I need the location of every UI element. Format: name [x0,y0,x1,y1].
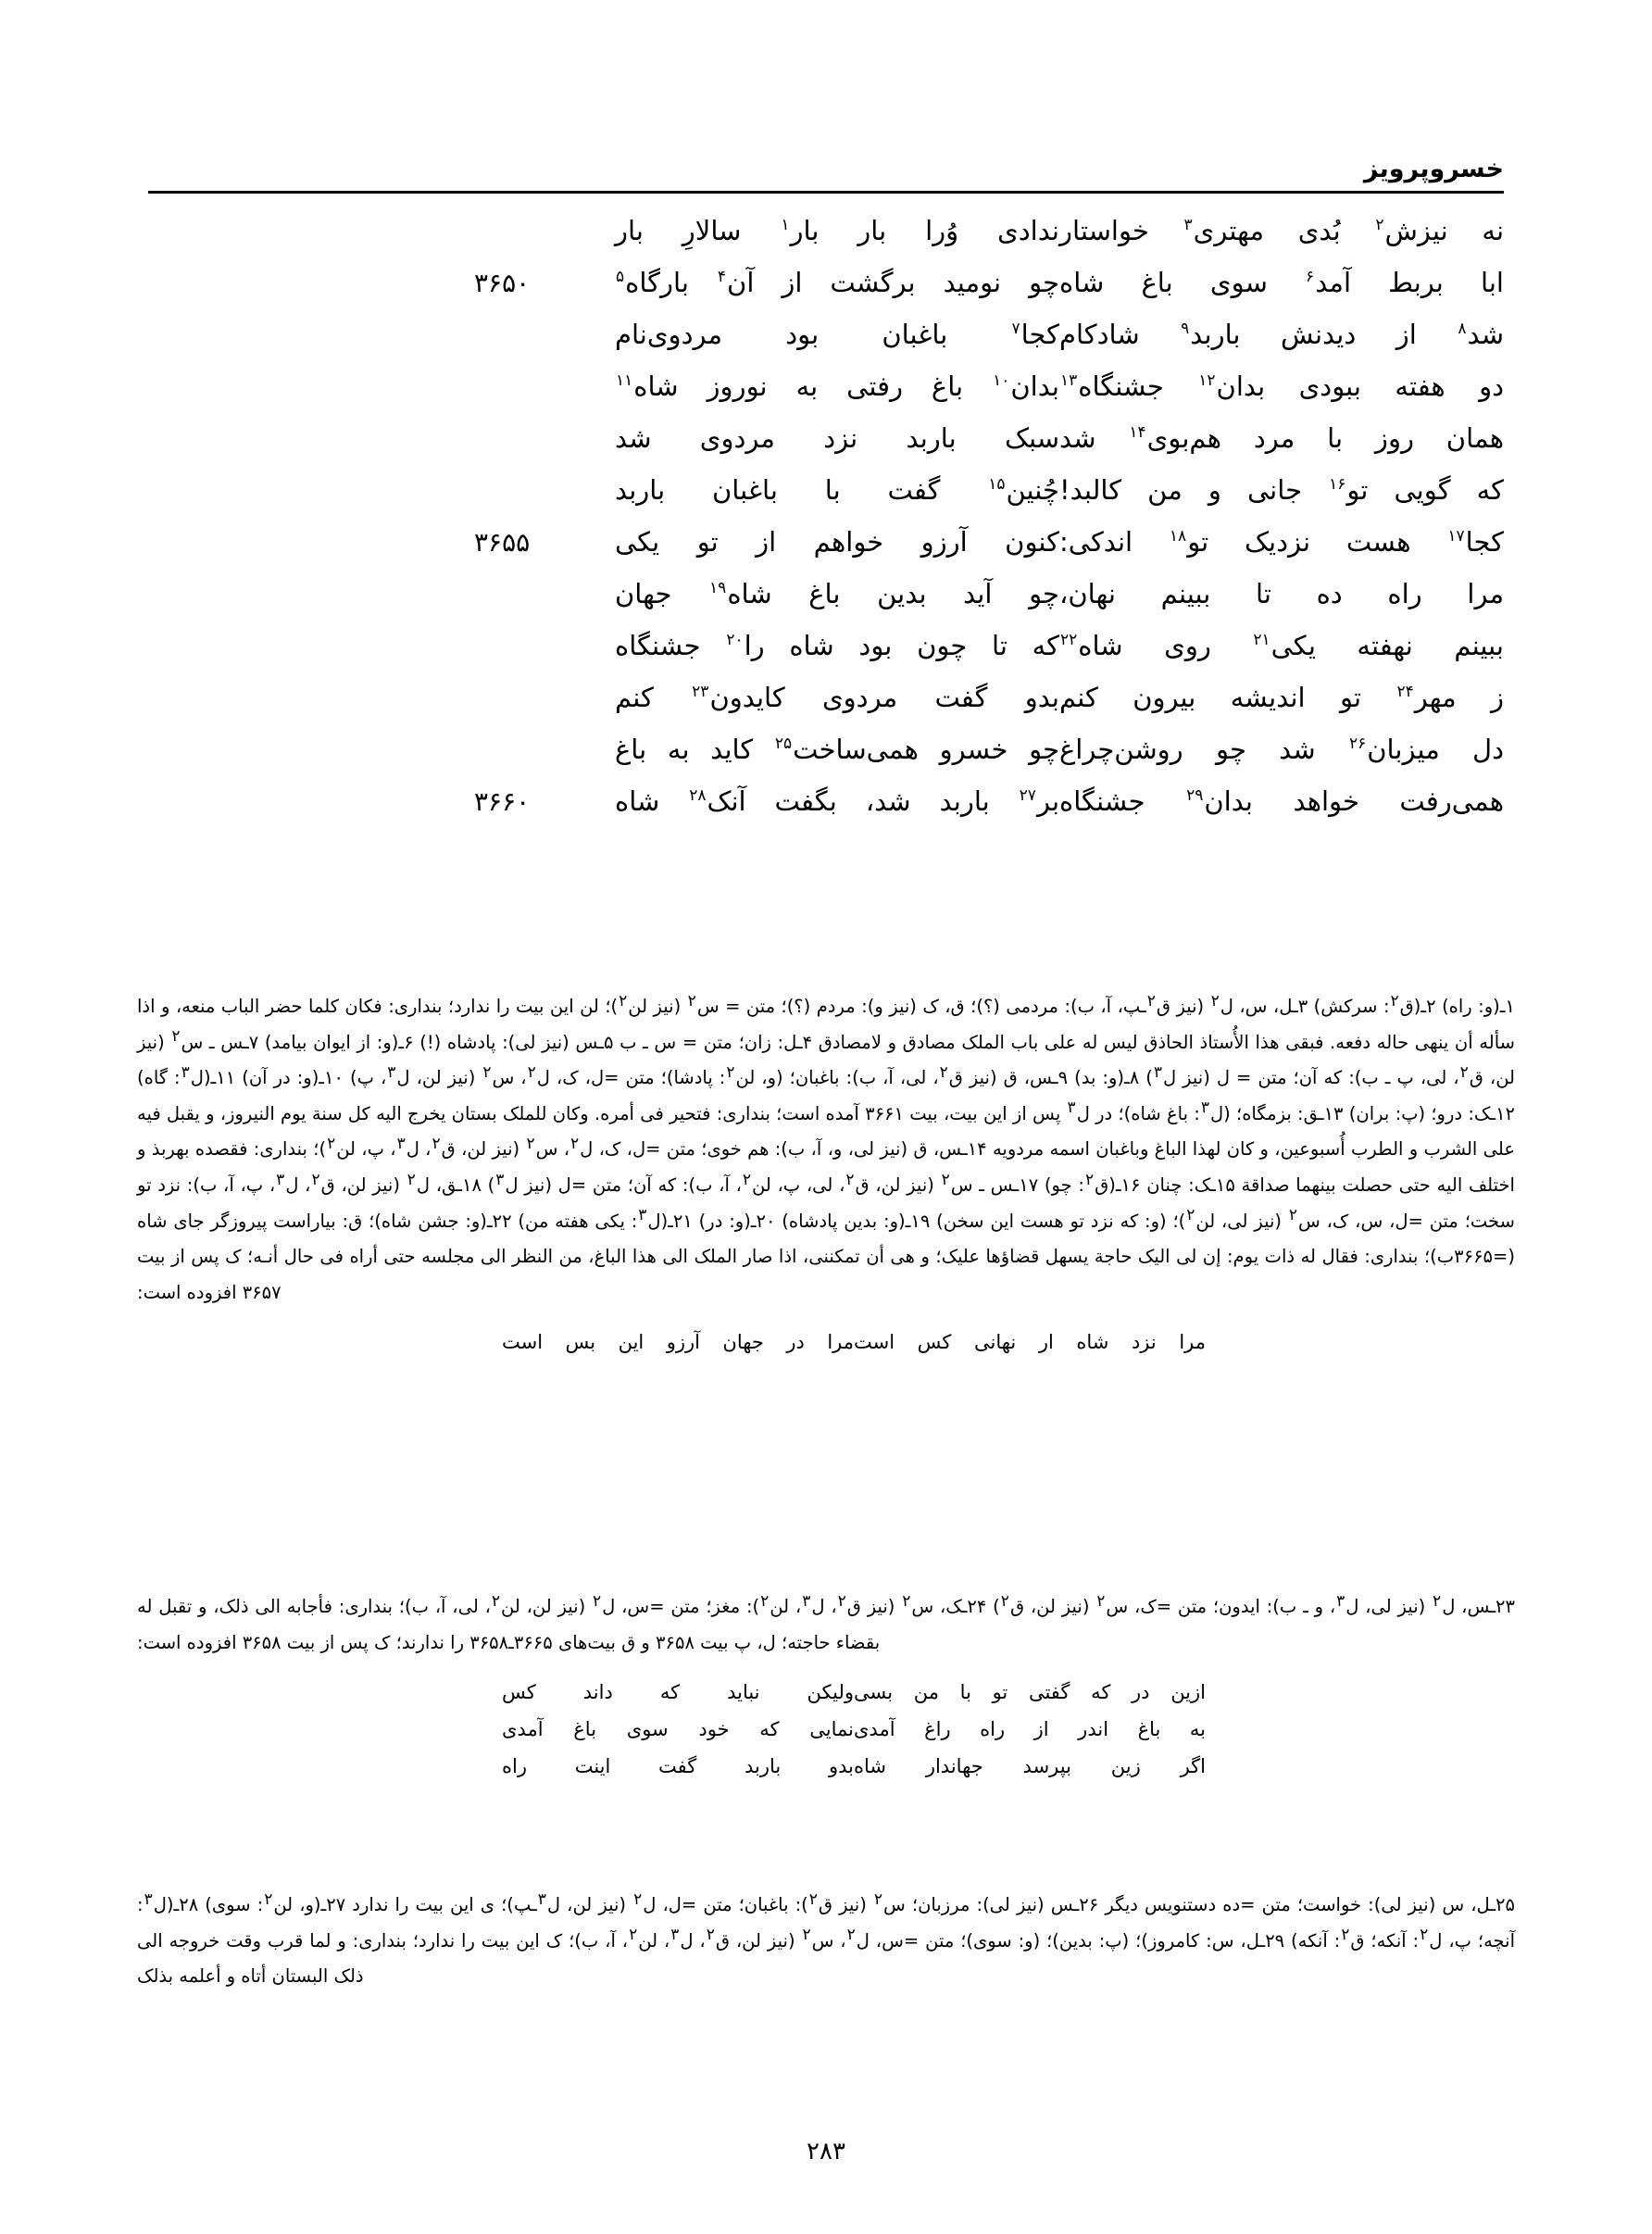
hemistich-right: چُنین$^{۱۵}$ گفت با باغبان باربد [615,474,1059,506]
inserted-verse-row [137,1674,1515,1711]
inserted-hemistich-left: مرا نزد شاه ار نهانی کس است [854,1331,1206,1354]
verse-row [148,422,1504,474]
verse-row [148,319,1504,370]
header-rule [148,191,1504,194]
inserted-hemistich-right: نمایی که خود سوی باغ آمدی [502,1718,854,1741]
inserted-verse-row [137,1748,1515,1785]
inserted-hemistich-right: ولیکن نباید که داند کس [502,1681,854,1704]
hemistich-left: مرا راه ده تا ببینم نهان، [1059,578,1504,609]
verse-number: ۳۶۶۰ [474,786,531,817]
apparatus-block-3 [137,1888,1515,1995]
verse-row [148,785,1504,837]
hemistich-right: کجا$^۷$ باغبان بود مردوی‌نام [615,319,1059,350]
inserted-couplet-2 [137,1674,1515,1785]
apparatus-paragraph: ۲۵ـل، س (نیز لی): خواست؛ متن =ده دستنویس دیگر ۲۶ـس (نیز لی): مرزبان؛ س$^۲$ (نیز ق$^۲$): باغبان؛ متن =ل، ل$^۲$ (نیز لن، ل$^۳$ـپ)؛ ی این بیت را ندارد ۲۷ـ(و، لن$^۲$: سوی) ۲۸ـ(ل$^۳$: آنچه؛ پ، ل$^۲$: آنکه؛ ق$^۲$: آنکه) ۲۹ـل، س: کامروز)؛ (پ: بدین)؛ (و: سوی)؛ متن =س، ل$^۲$، س$^۲$ (نیز لن، ق$^۲$، ل$^۳$، لن$^۲$، آ، ب)؛ ک این بیت را ندارد؛ بنداری: و لما قرب وقت خروجه الی ذلک البستان أتاه و أعلمه بذلک [137,1889,1515,1988]
hemistich-right: بر$^{۲۷}$ باربد شد، بگفت آنک$^{۲۸}$ شاه [615,785,1060,817]
apparatus-block-1 [137,989,1515,1366]
hemistich-left: دل میزبان$^{۲۶}$ شد چو روشن‌چراغ [1059,734,1504,765]
hemistich-right: چو خسرو همی‌ساخت$^{۲۵}$ کاید به باغ [615,734,1059,765]
inserted-hemistich-left: به باغ اندر از راه راغ آمدی [854,1718,1206,1741]
inserted-hemistich-left: اگر زین بپرسد جهاندار شاه [854,1755,1206,1778]
verse-row [148,267,1504,319]
hemistich-left: شد$^۸$ از دیدنش باربد$^۹$ شادکام [1059,319,1504,350]
hemistich-left: همی‌رفت خواهد بدان$^{۲۹}$ جشنگاه [1059,785,1505,817]
verse-row [148,474,1504,526]
hemistich-right: ندادی وُرا بار بار$^۱$ سالارِ بار [615,215,1059,246]
hemistich-right: بدو گفت مردوی کایدون$^{۲۳}$ کنم [615,682,1060,713]
apparatus-paragraph: ۱ـ(و: راه) ۲ـ(ق$^۲$: سرکش) ۳ـل، س، ل$^۲$ (نیز ق$^۲$ـپ، آ، ب): مردمی (؟)؛ ق، ک (نیز و): مردم (؟)؛ متن = س$^۲$ (نیز لن$^۲$)؛ لن این بیت را ندارد؛ بنداری: فکان کلما حضر الباب منعه، و اذا سأله أن ینهی حاله دفعه. فبقی هذا الأُستاذ الحاذق لیس له علی باب الملک مصادق و لامصادق ۴ـل: زان؛ متن = س ـ ب ۵ـس (نیز لی): پادشاه (!) ۶ـ(و: از ایوان بیامد) ۷ـس ـ س$^۲$ (نیز لن، ق$^۲$، لی، پ ـ ب): که آن؛ متن = ل (نیز ل$^۳$) ۸ـ(و: بد) ۹ـس، ق (نیز ق$^۲$، لی، آ، ب): باغبان؛ (و، لن$^۲$: پادشا)؛ متن =ل، ک، ل$^۲$، س$^۲$ (نیز لن، ل$^۳$، پ) ۱۰ـ(و: در آن) ۱۱ـ(ل$^۳$: گاه) ۱۲ـک: درو؛ (پ: بران) ۱۳ـق: بزمگاه؛ (ل$^۳$: باغ شاه)؛ در ل$^۳$ پس از این بیت، بیت ۳۶۶۱ آمده است؛ بنداری: فتحیر فی أمره. وکان للملک بستان یخرج الیه کل سنة یوم النیروز، و یقبل فیه علی الشرب و الطرب أُسبوعین، و کان لهذا الباغ وباغبان اسمه مردویه ۱۴ـس، ق (نیز لی، و، آ، ب): هم خوی؛ متن =ل، ک، ل$^۲$، س$^۲$ (نیز لن، ق$^۲$، ل$^۳$، پ، لن$^۲$)؛ بنداری: فقصده بهربذ و اختلف الیه حتی حصلت بینهما صداقة ۱۵ـک: چنان ۱۶ـ(ق$^۲$: چو) ۱۷ـس ـ س$^۲$ (نیز لن، ق$^۲$، لی، پ، لن$^۲$، آ، ب): که آن؛ متن =ل (نیز ل$^۳$) ۱۸ـق، ل$^۲$ (نیز لن، ق$^۲$، ل$^۳$، پ، آ، ب): نزد تو سخت؛ متن =ل، س، ک، س$^۲$ (نیز لی، لن$^۲$)؛ (و: که نزد تو هست این سخن) ۱۹ـ(و: بدین پادشاه) ۲۰ـ(و: در) ۲۱ـ(ل$^۳$: یکی هفته من) ۲۲ـ(و: جشن شاه)؛ ق: بیاراست پیروزگر جای شاه (=۳۶۶۵ب)؛ بنداری: فقال له ذات یوم: إن لی الیک حاجة یسهل قضاؤها علیک؛ و هی أن تمکننی، اذا صار الملک الی هذا الباغ، من النظر الی مجلسه حتی أراه فی حال أنـه؛ ک پس از بیت ۳۶۵۷ افزوده است: [137,991,1516,1303]
verse-row [148,578,1504,630]
inserted-verse-row [137,1324,1515,1361]
inserted-hemistich-right: مرا در جهان آرزو این بس است [502,1331,854,1354]
hemistich-right: چو آید بدین باغ شاه$^{۱۹}$ جهان [615,578,1059,609]
hemistich-left: ببینم نهفته یکی$^{۲۱}$ روی شاه$^{۲۲}$ [1060,630,1504,661]
inserted-hemistich-left: ازین در که گفتی تو با من بسی [854,1681,1206,1704]
verse-row [148,682,1504,734]
inserted-couplet-1 [137,1324,1515,1361]
verse-number: ۳۶۵۰ [474,268,531,298]
verse-row [148,734,1504,785]
page-number: ۲۸۳ [807,2138,845,2165]
verse-row [148,215,1504,267]
hemistich-right: چو نومید برگشت از آن$^۴$ بارگاه$^۵$ [616,267,1060,298]
inserted-hemistich-right: بدو باربد گفت اینت راه [502,1755,854,1778]
hemistich-left: ز مهر$^{۲۴}$ تو اندیشه بیرون کنم [1059,682,1504,713]
verse-row [148,630,1504,682]
apparatus-block-2 [137,1589,1515,1790]
hemistich-right: کنون آرزو خواهم از تو یکی [615,526,1059,558]
hemistich-left: همان روز با مرد هم‌بوی$^{۱۴}$ شد [1059,422,1504,454]
hemistich-left: که گویی تو$^{۱۶}$ جانی و من کالبد! [1059,474,1504,506]
hemistich-right: بدان$^{۱۰}$ باغ رفتی به نوروز شاه$^{۱۱}$ [616,370,1059,402]
running-head: خسروپرویز [1363,155,1504,183]
verse-block [148,215,1504,837]
hemistich-left: کجا$^{۱۷}$ هست نزدیک تو$^{۱۸}$ اندکی: [1059,526,1504,558]
verse-row [148,526,1504,578]
hemistich-left: ابا بربط آمد$^۶$ سوی باغ شاه [1059,267,1504,298]
hemistich-left: دو هفته ببودی بدان$^{۱۲}$ جشنگاه$^{۱۳}$ [1060,370,1504,402]
verse-row [148,370,1504,422]
apparatus-paragraph: ۲۳ـس، ل$^۲$ (نیز لی، ل$^۳$، و ـ ب): ایدون؛ متن =ک، س$^۲$ (نیز لن، ق$^۲$) ۲۴ـک، س$^۲$ (نیز ق$^۲$، ل$^۳$، لن$^۲$): مغز؛ متن =س، ل$^۲$ (نیز لن، لن$^۲$، لی، آ، ب)؛ بنداری: فأجابه الی ذلک، و تقبل له بقضاء حاجته؛ ل، پ بیت ۳۶۵۸ و ق بیت‌های ۳۶۶۵ـ۳۶۵۸ را ندارند؛ ک پس از بیت ۳۶۵۸ افزوده است: [137,1591,1515,1653]
inserted-verse-row [137,1711,1515,1748]
page-header [148,156,1504,194]
hemistich-right: که تا چون بود شاه را$^{۲۰}$ جشنگاه [615,630,1059,661]
hemistich-left: نه نیزش$^۲$ بُدی مهتری$^۳$ خواستار [1059,215,1505,246]
verse-number: ۳۶۵۵ [474,527,531,558]
hemistich-right: سبک باربد نزد مردوی شد [615,422,1059,454]
